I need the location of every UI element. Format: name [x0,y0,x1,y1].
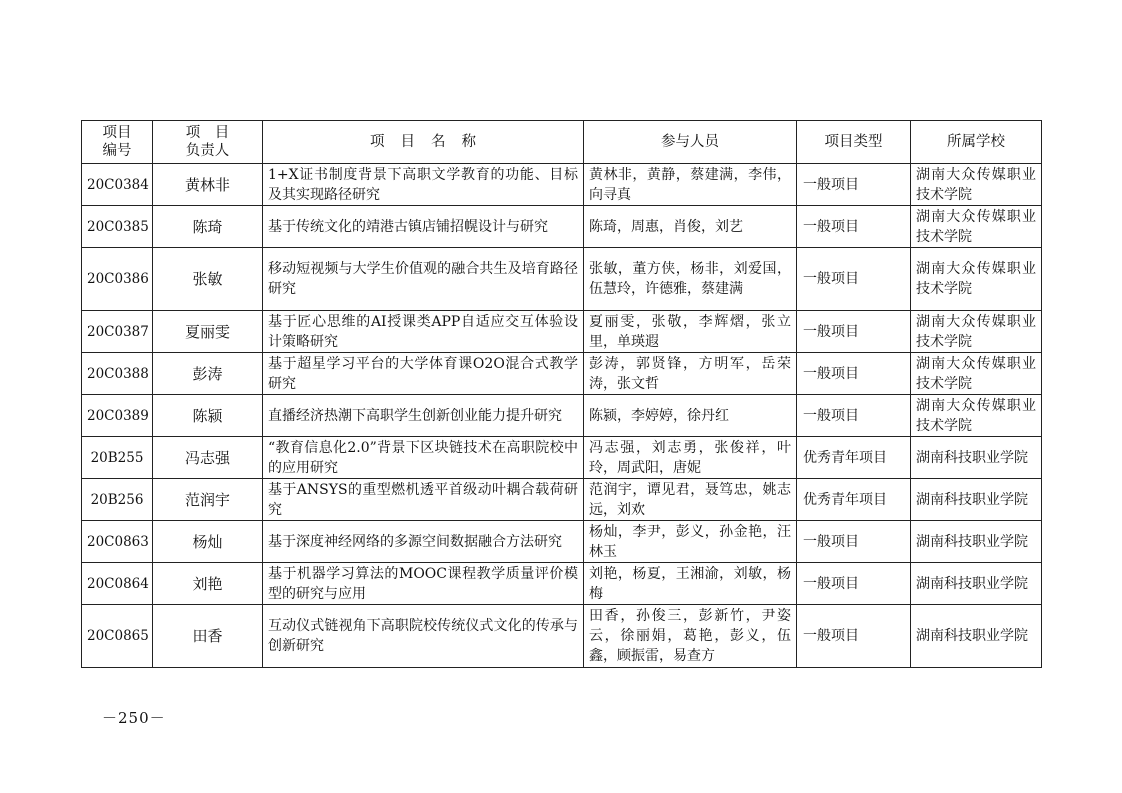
cell-project-id: 20C0864 [82,563,153,605]
cell-members: 田香，孙俊三，彭新竹，尹姿云，徐丽娟，葛艳，彭义，伍鑫，顾振雷，易查方 [584,605,797,668]
cell-project-type: 一般项目 [797,164,911,206]
cell-project-id: 20C0388 [82,353,153,395]
table-row [82,563,1042,605]
cell-school: 湖南科技职业学院 [911,563,1042,605]
header-project-name: 项目名称 [263,121,584,164]
cell-project-name: 基于超星学习平台的大学体育课O2O混合式教学研究 [263,353,584,395]
cell-school: 湖南大众传媒职业技术学院 [911,353,1042,395]
header-project-id-line1: 项目 [102,125,132,141]
cell-members: 夏丽雯，张敬，李辉熠，张立里，单瑛遐 [584,311,797,353]
cell-members: 杨灿，李尹，彭义，孙金艳，汪林玉 [584,521,797,563]
table-row [82,311,1042,353]
cell-school: 湖南科技职业学院 [911,479,1042,521]
cell-project-name: 移动短视频与大学生价值观的融合共生及培育路径研究 [263,248,584,311]
cell-project-name: 基于匠心思维的AI授课类APP自适应交互体验设计策略研究 [263,311,584,353]
cell-leader: 刘艳 [153,563,263,605]
cell-school: 湖南大众传媒职业技术学院 [911,311,1042,353]
header-project-id [82,121,153,164]
cell-project-id: 20C0385 [82,206,153,248]
header-school: 所属学校 [911,121,1042,164]
cell-project-name: 基于ANSYS的重型燃机透平首级动叶耦合载荷研究 [263,479,584,521]
cell-project-id: 20C0387 [82,311,153,353]
cell-school: 湖南科技职业学院 [911,521,1042,563]
cell-project-type: 一般项目 [797,206,911,248]
cell-project-name: 1+X证书制度背景下高职文学教育的功能、目标及其实现路径研究 [263,164,584,206]
cell-members: 陈琦，周惠，肖俊，刘艺 [584,206,797,248]
cell-members: 冯志强，刘志勇，张俊祥，叶玲，周武阳，唐妮 [584,437,797,479]
cell-leader: 陈琦 [153,206,263,248]
cell-project-name: “教育信息化2.0”背景下区块链技术在高职院校中的应用研究 [263,437,584,479]
cell-school: 湖南大众传媒职业技术学院 [911,164,1042,206]
cell-members: 陈颍，李婷婷，徐丹红 [584,395,797,437]
cell-leader: 黄林非 [153,164,263,206]
cell-school: 湖南大众传媒职业技术学院 [911,248,1042,311]
cell-leader: 田香 [153,605,263,668]
cell-leader: 冯志强 [153,437,263,479]
cell-project-id: 20B255 [82,437,153,479]
header-leader-line1: 项 目 [185,125,230,141]
cell-leader: 夏丽雯 [153,311,263,353]
cell-school: 湖南科技职业学院 [911,605,1042,668]
cell-project-name: 基于传统文化的靖港古镇店铺招幌设计与研究 [263,206,584,248]
header-leader-line2: 负责人 [185,143,230,159]
cell-project-type: 优秀青年项目 [797,437,911,479]
table-body [82,164,1042,668]
table-header [82,121,1042,164]
cell-project-id: 20C0384 [82,164,153,206]
cell-members: 刘艳，杨夏，王湘渝，刘敏，杨梅 [584,563,797,605]
cell-members: 范润宇，谭见君，聂笃忠，姚志远，刘欢 [584,479,797,521]
header-project-type: 项目类型 [797,121,911,164]
page-number: －250－ [102,709,166,727]
cell-project-type: 优秀青年项目 [797,479,911,521]
cell-project-type: 一般项目 [797,311,911,353]
cell-project-type: 一般项目 [797,353,911,395]
cell-leader: 范润宇 [153,479,263,521]
cell-school: 湖南大众传媒职业技术学院 [911,395,1042,437]
cell-project-type: 一般项目 [797,395,911,437]
cell-members: 张敏，董方侠，杨非，刘爱国，伍慧玲，许德雅，蔡建满 [584,248,797,311]
table-row [82,437,1042,479]
header-row [82,121,1042,164]
table-row [82,395,1042,437]
table-row [82,605,1042,668]
table-row [82,353,1042,395]
cell-project-type: 一般项目 [797,521,911,563]
table-row [82,479,1042,521]
cell-project-id: 20C0865 [82,605,153,668]
cell-leader: 陈颍 [153,395,263,437]
cell-school: 湖南大众传媒职业技术学院 [911,206,1042,248]
cell-leader: 张敏 [153,248,263,311]
cell-project-name: 直播经济热潮下高职学生创新创业能力提升研究 [263,395,584,437]
cell-project-name: 互动仪式链视角下高职院校传统仪式文化的传承与创新研究 [263,605,584,668]
cell-project-name: 基于深度神经网络的多源空间数据融合方法研究 [263,521,584,563]
cell-project-id: 20C0386 [82,248,153,311]
cell-project-id: 20C0863 [82,521,153,563]
header-members: 参与人员 [584,121,797,164]
cell-project-name: 基于机器学习算法的MOOC课程教学质量评价模型的研究与应用 [263,563,584,605]
project-table [81,120,1042,668]
cell-project-type: 一般项目 [797,248,911,311]
header-leader [153,121,263,164]
table-row [82,248,1042,311]
cell-members: 彭涛，郭贤锋，方明军，岳荣涛，张文哲 [584,353,797,395]
table-row [82,164,1042,206]
cell-project-type: 一般项目 [797,563,911,605]
cell-project-type: 一般项目 [797,605,911,668]
cell-school: 湖南科技职业学院 [911,437,1042,479]
cell-leader: 彭涛 [153,353,263,395]
cell-leader: 杨灿 [153,521,263,563]
table-row [82,521,1042,563]
cell-project-id: 20C0389 [82,395,153,437]
cell-members: 黄林非，黄静，蔡建满，李伟，向寻真 [584,164,797,206]
header-project-id-line2: 编号 [102,143,132,159]
cell-project-id: 20B256 [82,479,153,521]
table-row [82,206,1042,248]
